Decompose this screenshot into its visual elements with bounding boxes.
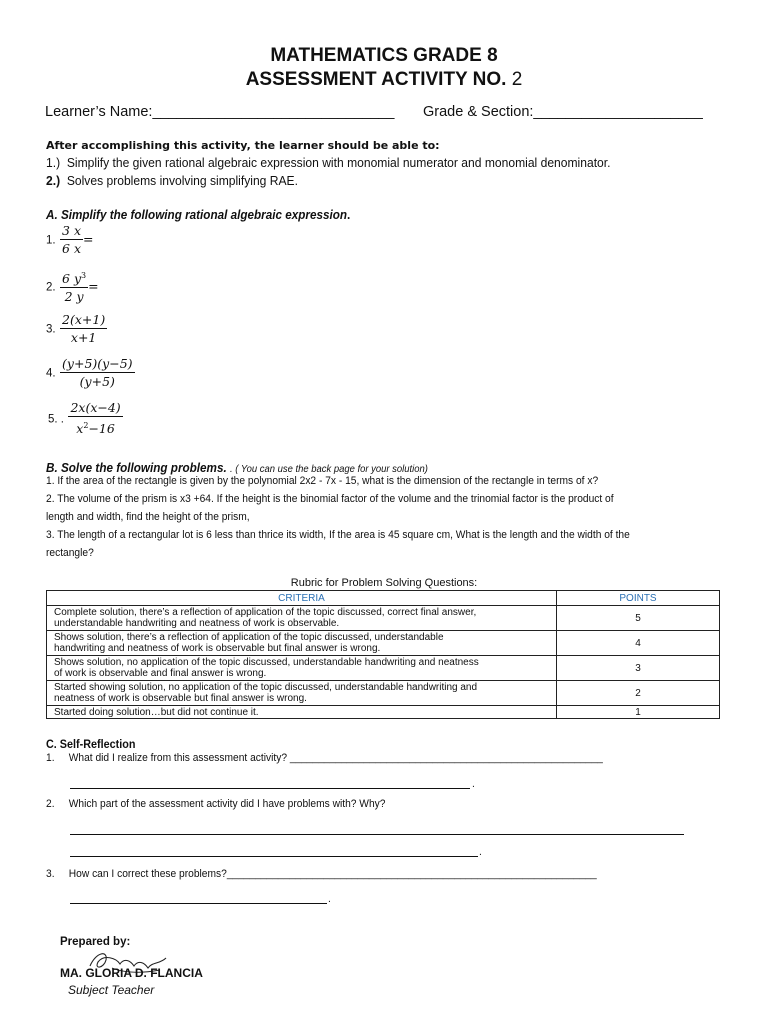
numerator: 6 $y^3$ bbox=[60, 267, 88, 288]
problem-3-continued: rectangle? bbox=[46, 547, 94, 559]
section-b-note: . ( You can use the back page for your solution) bbox=[229, 463, 428, 475]
expression-item-4 bbox=[46, 355, 135, 390]
criteria-cell: Shows solution, there’s a reflection of application of the topic discussed, understandable handwriting and neatness of work is observable but final answer is wrong. bbox=[47, 631, 557, 656]
denominator: 6 x bbox=[62, 241, 82, 256]
expression-item-3 bbox=[46, 311, 107, 346]
answer-line bbox=[70, 856, 478, 857]
answer-period: . bbox=[479, 846, 482, 858]
points-cell: 4 bbox=[557, 631, 720, 656]
grade-section-field: Grade & Section:_____________________ bbox=[423, 104, 703, 120]
title-line-1: MATHEMATICS GRADE 8 bbox=[270, 45, 498, 66]
reflection-question-2 bbox=[46, 798, 385, 810]
section-b-title: B. Solve the following problems. bbox=[46, 460, 227, 475]
problem-1: 1. If the area of the rectangle is given by the polynomial 2x2 - 7x - 15, what is the dimension of the rectangle in terms of x? bbox=[46, 475, 599, 487]
answer-line bbox=[70, 834, 684, 835]
equals-sign: = bbox=[83, 231, 94, 247]
question-number: 1. bbox=[46, 752, 55, 764]
item-label: 1. bbox=[46, 234, 56, 247]
question-text: Which part of the assessment activity did I have problems with? Why? bbox=[68, 798, 386, 810]
objective-text: Solves problems involving simplifying RAE. bbox=[66, 173, 298, 188]
activity-number: 2 bbox=[511, 69, 523, 90]
criteria-cell: Started doing solution…but did not continue it. bbox=[47, 706, 557, 719]
rubric-row bbox=[47, 681, 720, 706]
question-text: What did I realize from this assessment activity? _______________________________________________________ bbox=[68, 752, 603, 764]
section-a-title: A. Simplify the following rational algebraic expression bbox=[46, 207, 348, 222]
expression-item-5 bbox=[48, 399, 123, 437]
teacher-role: Subject Teacher bbox=[68, 983, 155, 997]
section-c-heading: C. Self-Reflection bbox=[46, 737, 136, 751]
learner-name-field: Learner’s Name:______________________________ bbox=[45, 104, 395, 120]
numerator: 2x(x−4) bbox=[70, 400, 121, 415]
rubric-row bbox=[47, 606, 720, 631]
numerator: 2(x+1) bbox=[62, 312, 106, 327]
denominator: (y+5) bbox=[79, 374, 115, 389]
criteria-cell: Complete solution, there’s a reflection of application of the topic discussed, correct final answer, understandable handwriting and neatness of work is observable. bbox=[47, 606, 557, 631]
question-text: How can I correct these problems?_________________________________________________________________ bbox=[68, 868, 597, 880]
objectives-heading: After accomplishing this activity, the learner should be able to: bbox=[46, 139, 440, 152]
numerator: (y+5)(y−5) bbox=[62, 356, 133, 371]
question-number: 2. bbox=[46, 798, 55, 810]
equals-sign: = bbox=[88, 278, 99, 294]
fraction bbox=[60, 267, 88, 305]
points-cell: 1 bbox=[557, 706, 720, 719]
points-cell: 2 bbox=[557, 681, 720, 706]
teacher-name: MA. GLORIA D. FLANCIA bbox=[60, 966, 203, 980]
objective-number: 1.) bbox=[46, 155, 61, 170]
problem-2: 2. The volume of the prism is x3 +64. If the height is the binomial factor of the volume and the trinomial factor is the product of bbox=[46, 493, 614, 505]
reflection-question-1 bbox=[46, 752, 603, 764]
rubric-title: Rubric for Problem Solving Questions: bbox=[290, 577, 478, 589]
objective-number: 2.) bbox=[46, 173, 61, 188]
item-label: 4. bbox=[46, 367, 56, 380]
rubric-header-row bbox=[47, 591, 720, 606]
points-header: POINTS bbox=[557, 591, 720, 606]
objective-text: Simplify the given rational algebraic expression with monomial numerator and monomial denominator. bbox=[66, 155, 611, 170]
objective-1 bbox=[46, 155, 610, 170]
fraction bbox=[68, 399, 122, 437]
fraction bbox=[60, 311, 107, 346]
title-prefix: ASSESSMENT ACTIVITY NO. bbox=[245, 69, 507, 90]
objective-2 bbox=[46, 173, 298, 188]
rubric-row bbox=[47, 656, 720, 681]
problem-3: 3. The length of a rectangular lot is 6 less than thrice its width, If the area is 45 square cm, What is the length and the width of the bbox=[46, 529, 630, 541]
section-a-heading: A. Simplify the following rational algebraic expression. bbox=[46, 207, 351, 222]
question-number: 3. bbox=[46, 868, 55, 880]
criteria-header: CRITERIA bbox=[47, 591, 557, 606]
section-b-heading bbox=[46, 460, 428, 475]
title-line-2 bbox=[0, 69, 768, 91]
criteria-cell: Started showing solution, no application of the topic discussed, understandable handwriting and neatness of work is observable but final answer is wrong. bbox=[47, 681, 557, 706]
rubric-table bbox=[46, 590, 720, 719]
denominator: 2 y bbox=[64, 289, 84, 305]
answer-period: . bbox=[328, 893, 331, 905]
item-label: 3. bbox=[46, 323, 56, 336]
points-cell: 5 bbox=[557, 606, 720, 631]
points-cell: 3 bbox=[557, 656, 720, 681]
answer-line bbox=[70, 903, 327, 904]
prepared-by-label: Prepared by: bbox=[60, 936, 131, 948]
problem-2-continued: length and width, find the height of the prism, bbox=[46, 511, 250, 523]
expression-item-1 bbox=[46, 222, 94, 257]
item-label: 5. . bbox=[48, 413, 64, 426]
expression-item-2 bbox=[46, 267, 99, 305]
answer-period: . bbox=[472, 778, 475, 790]
answer-line bbox=[70, 788, 470, 789]
reflection-question-3 bbox=[46, 868, 597, 880]
rubric-row bbox=[47, 631, 720, 656]
numerator: 3 x bbox=[62, 223, 82, 238]
criteria-cell: Shows solution, no application of the topic discussed, understandable handwriting and neatness of work is observable and final answer is wrong. bbox=[47, 656, 557, 681]
fraction bbox=[60, 355, 134, 390]
fraction bbox=[60, 222, 83, 257]
item-label: 2. bbox=[46, 281, 56, 294]
denominator: x+1 bbox=[70, 330, 97, 345]
denominator: $x^2-16$ bbox=[76, 421, 115, 437]
rubric-row bbox=[47, 706, 720, 719]
